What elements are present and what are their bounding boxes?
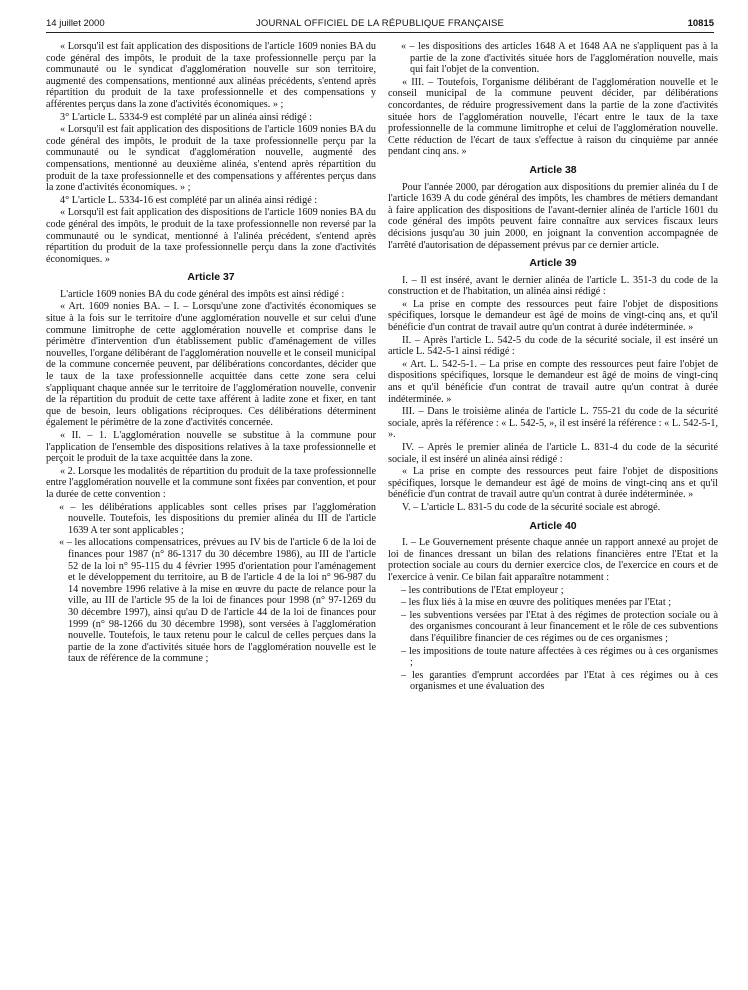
header-date: 14 juillet 2000	[46, 18, 105, 29]
list-item: – les flux liés à la mise en œuvre des politiques menées par l'Etat ;	[401, 597, 672, 609]
list-item: – les impositions de toute nature affectées à ces régimes ou à ces organismes ;	[401, 645, 718, 669]
paragraph: L'article 1609 nonies BA du code général des impôts est ainsi rédigé :	[60, 288, 345, 300]
paragraph: II. – Après l'article L. 542-5 du code de la sécurité sociale, il est inséré un article L. 542-5-1 ainsi rédigé :	[388, 334, 718, 358]
list-item: – les contributions de l'Etat employeur ;	[401, 584, 564, 596]
list-item: « – les dispositions des articles 1648 A et 1648 AA ne s'appliquent pas à la partie de la zone d'activités située hors de l'agglomération nouvelle, mais qui fait l'objet de la convention.	[401, 41, 718, 76]
paragraph: « Art. 1609 nonies BA. – I. – Lorsqu'une zone d'activités économiques se situe à la fois sur le territoire d'une agglomération nouvelle et sur celui d'une commune limitrophe de cette agglomération nouvelle et comprise dans le périmètre d'intervention d'un établissement public d'aménagement de villes nouvelles, l'organe délibérant de l'agglomération nouvelle et le conseil municipal de la commune concernée peuvent, par délibérations concordantes, décider que le taux de la taxe professionnelle acquittée dans cette zone sera celui s'appliquant chaque année sur le territoire de l'agglomération nouvelle, convenir de la répartition du produit de cette taxe afférent à ladite zone et fixer, en tant que de besoin, leurs obligations réciproques. Ces délibérations déterminent également le périmètre de la zone d'activités concernée.	[46, 301, 376, 429]
header-journal-title: JOURNAL OFFICIEL DE LA RÉPUBLIQUE FRANÇAISE	[255, 18, 505, 29]
article-heading: Article 38	[529, 163, 577, 176]
paragraph: V. – L'article L. 831-5 du code de la sécurité sociale est abrogé.	[402, 501, 661, 513]
paragraph: « III. – Toutefois, l'organisme délibérant de l'agglomération nouvelle et le conseil municipal de la commune peuvent décider, par délibérations concordantes, de réduire progressivement dans la partie de la zone d'activités située hors de l'agglomération nouvelle, l'écart entre le taux de la taxe professionnelle de la commune limitrophe et celui de l'agglomération nouvelle. Cette réduction de l'écart de taux s'effectue à raison du cinquième par année pendant cinq ans. »	[388, 76, 718, 158]
paragraph: IV. – Après le premier alinéa de l'article L. 831-4 du code de la sécurité sociale, il est inséré un alinéa ainsi rédigé :	[388, 442, 718, 465]
list-item: « – les délibérations applicables sont celles prises par l'agglomération nouvelle. Toutefois, les dispositions du premier alinéa du III de l'article 1639 A ter sont applicables ;	[59, 501, 376, 536]
article-heading: Article 40	[529, 519, 577, 532]
article-heading: Article 39	[529, 257, 577, 270]
list-item: – les garanties d'emprunt accordées par l'Etat à ces régimes ou à ces organismes et une évaluation des	[401, 669, 718, 693]
paragraph: « La prise en compte des ressources peut faire l'objet de dispositions spécifiques, lorsque le demandeur est âgé de moins de vingt-cinq ans, et qu'il bénéficie d'un contrat de travail autre qu'un contrat à durée indéterminée. »	[388, 298, 718, 334]
paragraph: « La prise en compte des ressources peut faire l'objet de dispositions spécifiques, lorsque le demandeur est âgé de moins de vingt-cinq ans et qu'il bénéficie d'un contrat de travail autre qu'un contrat à durée indéterminée. »	[388, 466, 718, 501]
article-heading: Article 37	[187, 271, 235, 284]
paragraph: I. – Il est inséré, avant le dernier alinéa de l'article L. 351-3 du code de la construction et de l'habitation, un alinéa ainsi rédigé :	[388, 274, 718, 298]
paragraph: « II. – 1. L'agglomération nouvelle se substitue à la commune pour l'application de l'ensemble des dispositions relatives à la taxe professionnelle et perçoit le produit de la taxe acquittée dans la zone.	[46, 430, 376, 465]
paragraph: 3° L'article L. 5334-9 est complété par un alinéa ainsi rédigé :	[60, 111, 313, 123]
paragraph: « Lorsqu'il est fait application des dispositions de l'article 1609 nonies BA du code général des impôts, le produit de la taxe professionnelle perçu par la communauté ou le syndicat d'agglomération nouvelle sur son territoire, augmenté des compensations, mentionné aux alinéas précédents, s'entend après répartition du produit de la taxe professionnelle et des compensations y afférentes perçus dans la zone d'activités économiques. » ;	[46, 41, 376, 110]
left-column	[46, 41, 376, 666]
paragraph: 4° L'article L. 5334-16 est complété par un alinéa ainsi rédigé :	[60, 194, 318, 206]
paragraph: Pour l'année 2000, par dérogation aux dispositions du premier alinéa du I de l'article 1639 A du code général des impôts, les chambres de métiers demandant à faire application des dispositions de l'avant-dernier alinéa de l'article 1601 du code général des impôts peuvent faire connaître aux services fiscaux leurs décisions jusqu'au 30 juin 2000, en joignant la convention accompagnée de l'arrêté d'autorisation de dépassement prévus par ce dernier article.	[388, 181, 718, 251]
paragraph: I. – Le Gouvernement présente chaque année un rapport annexé au projet de loi de finances dressant un bilan des relations financières entre l'Etat et la protection sociale au cours du dernier exercice clos, de l'exercice en cours et de l'exercice à venir. Ce bilan fait apparaître notamment :	[388, 537, 718, 583]
paragraph: III. – Dans le troisième alinéa de l'article L. 755-21 du code de la sécurité sociale, après la référence : « L. 542-5, », il est inséré la référence : « L. 542-5-1, ».	[388, 406, 718, 441]
paragraph: « Art. L. 542-5-1. – La prise en compte des ressources peut faire l'objet de dispositions spécifiques, lorsque le demandeur est âgé de moins de vingt-cinq ans et qu'il bénéficie d'un contrat de travail autre qu'un contrat à durée indéterminée. »	[388, 358, 718, 405]
header-rule	[46, 32, 714, 33]
paragraph: « Lorsqu'il est fait application des dispositions de l'article 1609 nonies BA du code général des impôts, le produit de la taxe professionnelle non reversé par la communauté ou le syndicat, mentionné à l'alinéa précédent, s'entend après répartition du produit de la taxe professionnelle perçu dans la zone d'activités économiques. »	[46, 207, 376, 265]
header-page-number: 10815	[687, 18, 714, 29]
list-item: « – les allocations compensatrices, prévues au IV bis de l'article 6 de la loi de finances pour 1987 (n° 86-1317 du 30 décembre 1986), au III de l'article 52 de la loi n° 95-115 du 4 février 1995 d'orientation pour l'aménagement et le développement du territoire, au B de l'article 4 de la loi n° 96-987 du 14 novembre 1996 relative à la mise en œuvre du pacte de relance pour la ville, au III de l'article 95 de la loi de finances pour 1998 (n° 97-1269 du 30 décembre 1997), ainsi qu'au D de l'article 44 de la loi de finances pour 1999 (n° 98-1266 du 30 décembre 1998), sont versées à l'agglomération nouvelle. Toutefois, le taux retenu pour le calcul de celles perçues dans la partie de la zone d'activités située hors de l'agglomération nouvelle est le taux de référence de la commune ;	[59, 537, 376, 665]
paragraph: « Lorsqu'il est fait application des dispositions de l'article 1609 nonies BA du code général des impôts, le produit de la taxe professionnelle perçu par la communauté ou le syndicat d'agglomération nouvelle, augmenté des compensations, mentionné au deuxième alinéa, s'entend après répartition du produit de la taxe professionnelle et des compensations y afférentes perçus dans la zone d'activités économiques. » ;	[46, 124, 376, 194]
list-item: – les subventions versées par l'Etat à des régimes de protection sociale ou à des organismes concourant à leur financement et le rôle de ces subventions dans l'équilibre financier de ces régimes ou de ces organismes ;	[401, 609, 718, 644]
paragraph: « 2. Lorsque les modalités de répartition du produit de la taxe professionnelle entre l'agglomération nouvelle et la commune sont fixées par convention, et pour la durée de cette convention :	[46, 465, 376, 500]
right-column	[388, 41, 718, 694]
